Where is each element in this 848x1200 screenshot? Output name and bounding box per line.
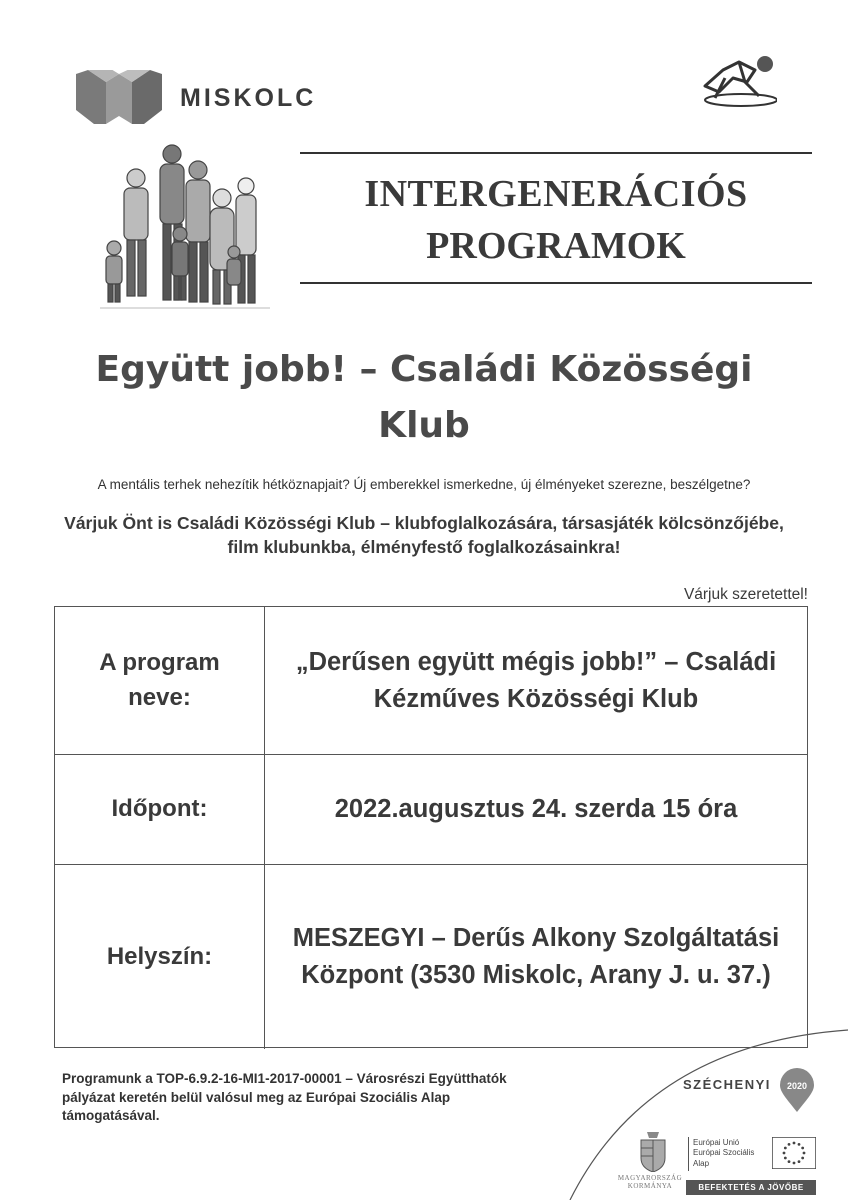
invite-text: Várjuk Önt is Családi Közösségi Klub – klubfoglalkozására, társasjáték kölcsönzőjébe, film klubunkba, élményfestő foglalkozásainkra! <box>64 513 784 557</box>
eu-star <box>793 1162 796 1165</box>
table-row-date <box>55 755 807 865</box>
row-label: Időpont: <box>55 755 265 864</box>
row-value: „Derűsen együtt mégis jobb!” – Családi Kézműves Közösségi Klub <box>295 647 777 713</box>
divider <box>688 1137 689 1171</box>
investment-slogan: BEFEKTETÉS A JÖVŐBE <box>686 1180 816 1195</box>
miskolc-logo-icon <box>76 70 162 124</box>
eu-star <box>783 1152 786 1155</box>
city-name: MISKOLC <box>180 84 317 112</box>
government-label: MAGYARORSZÁG KORMÁNYA <box>617 1174 683 1191</box>
program-table <box>54 606 808 1048</box>
eu-star <box>798 1143 801 1146</box>
row-label: A program neve: <box>55 607 265 754</box>
row-value: 2022.augusztus 24. szerda 15 óra <box>334 795 738 824</box>
activity-figure-icon <box>695 52 777 112</box>
eu-star <box>798 1160 801 1163</box>
eu-star <box>788 1143 791 1146</box>
eu-line: Európai Unió <box>693 1138 740 1147</box>
eu-star <box>784 1157 787 1160</box>
eu-label <box>693 1138 754 1169</box>
family-people-illustration <box>100 140 270 312</box>
row-label: Helyszín: <box>55 865 265 1049</box>
row-value: MESZEGYI – Derűs Alkony Szolgáltatási Központ (3530 Miskolc, Arany J. u. 37.) <box>292 924 780 989</box>
club-subtitle: Együtt jobb! – Családi Közösségi Klub <box>95 349 753 446</box>
hungarian-crest-icon <box>633 1130 673 1172</box>
greeting: Várjuk szeretettel! <box>683 586 808 603</box>
szechenyi-badge-icon <box>780 1068 814 1112</box>
page-title-line2: PROGRAMOK <box>426 225 686 267</box>
eu-flag-icon <box>772 1137 816 1169</box>
eu-star <box>793 1142 796 1145</box>
title-box <box>300 152 812 284</box>
szechenyi-label: SZÉCHENYI <box>683 1077 771 1092</box>
eu-star <box>801 1147 804 1150</box>
page-title-line1: INTERGENERÁCIÓS <box>364 173 748 215</box>
eu-line: Alap <box>693 1158 710 1168</box>
funding-note: Programunk a TOP-6.9.2-16-MI1-2017-00001 – Városrészi Együtthatók pályázat keretén belül valósul meg az Európai Szociális Alap támogatásával. <box>62 1071 507 1124</box>
table-row-program-name <box>55 607 807 755</box>
eu-line: Európai Szociális <box>693 1148 755 1158</box>
eu-star <box>788 1160 791 1163</box>
eu-star <box>803 1152 806 1155</box>
intro-question: A mentális terhek nehezítik hétköznapjait? Új emberekkel ismerkedne, új élményeket szerezne, beszélgetne? <box>97 477 751 492</box>
eu-star <box>784 1147 787 1150</box>
eu-star <box>801 1157 804 1160</box>
szechenyi-badge-text: 2020 <box>786 1081 808 1091</box>
